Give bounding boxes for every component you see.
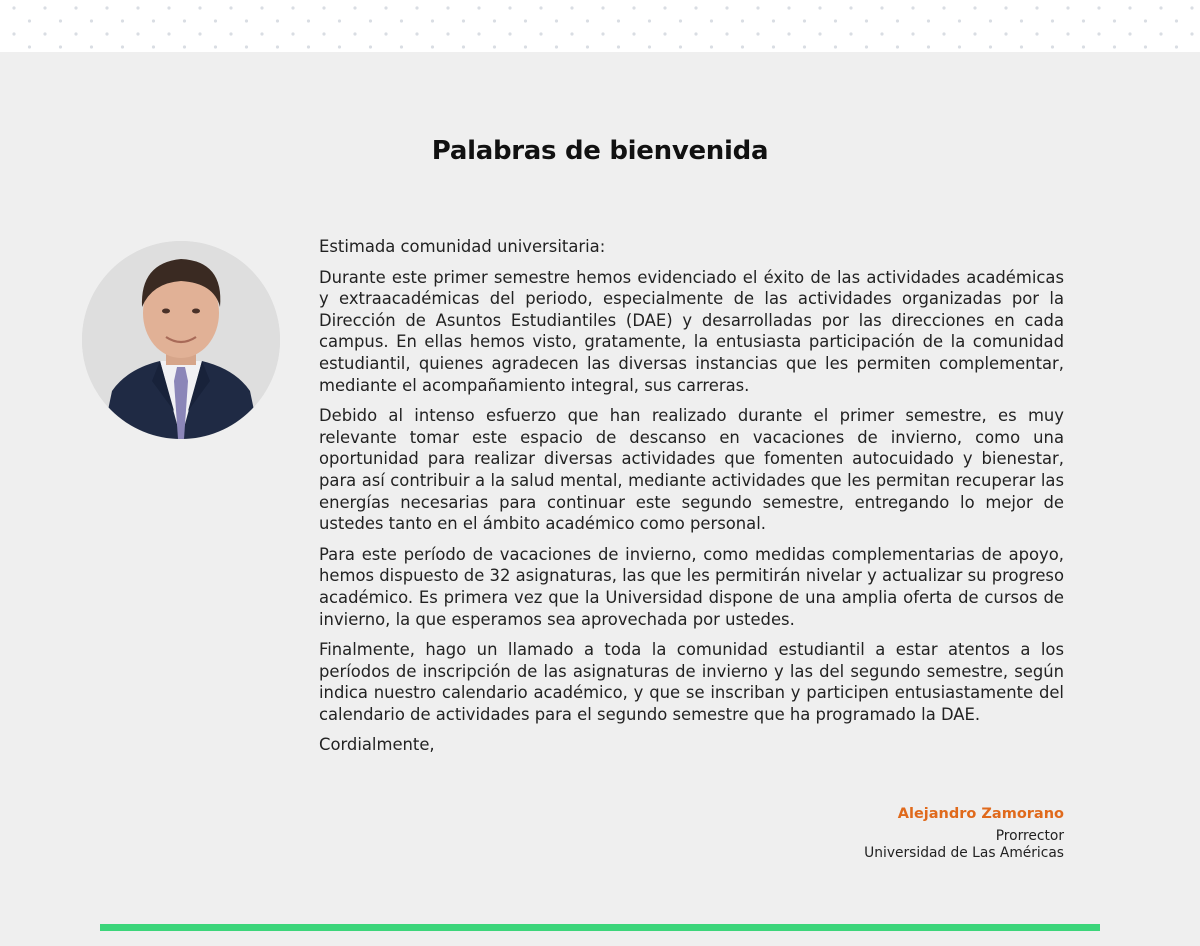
bottom-accent-bar (100, 924, 1100, 931)
letter-paragraph: Para este período de vacaciones de invierno, como medidas complementarias de apoyo, hemos dispuesto de 32 asignaturas, las que les permitirán nivelar y actualizar su progreso académico. Es primera vez que la Universidad dispone de una amplia oferta de cursos de invierno, la que esperamos sea aprovechada por ustedes. (319, 544, 1064, 629)
page-title: Palabras de bienvenida (431, 136, 769, 166)
portrait-photo (82, 241, 280, 439)
letter-paragraph: Durante este primer semestre hemos evidenciado el éxito de las actividades académicas y extraacadémicas del periodo, especialmente de las actividades organizadas por la Dirección de Asuntos Estudiantiles (DAE) y desarrolladas por las direcciones en cada campus. En ellas hemos visto, gratamente, la entusiasta participación de la comunidad estudiantil, quienes agradecen las diversas instancias que les permiten complementar, mediante el acompañamiento integral, sus carreras. (319, 267, 1064, 395)
letter-paragraph: Finalmente, hago un llamado a toda la comunidad estudiantil a estar atentos a los períodos de inscripción de las asignaturas de invierno y las del segundo semestre, según indica nuestro calendario académico, y que se inscriban y participen entusiastamente del calendario de actividades para el segundo semestre que ha programado la DAE. (319, 640, 1064, 724)
letter-salutation: Estimada comunidad universitaria: (319, 237, 606, 256)
signature-block (864, 806, 1064, 862)
signature-role: Prorrector (995, 828, 1064, 844)
dotted-header-strip (0, 0, 1200, 52)
letter-body (319, 236, 1064, 765)
person-icon (82, 241, 280, 439)
signature-institution: Universidad de Las Américas (864, 845, 1064, 861)
dot-pattern (0, 0, 1200, 52)
letter-closing: Cordialmente, (319, 735, 435, 755)
letter-paragraph: Debido al intenso esfuerzo que han realizado durante el primer semestre, es muy relevante tomar este espacio de descanso en vacaciones de invierno, como una oportunidad para realizar diversas actividades que fomenten autocuidado y bienestar, para así contribuir a la salud mental, mediante actividades que les permitan recuperar las energías necesarias para continuar este segundo semestre, entregando lo mejor de ustedes tanto en el ámbito académico como personal. (319, 406, 1064, 534)
signature-name: Alejandro Zamorano (897, 806, 1064, 822)
